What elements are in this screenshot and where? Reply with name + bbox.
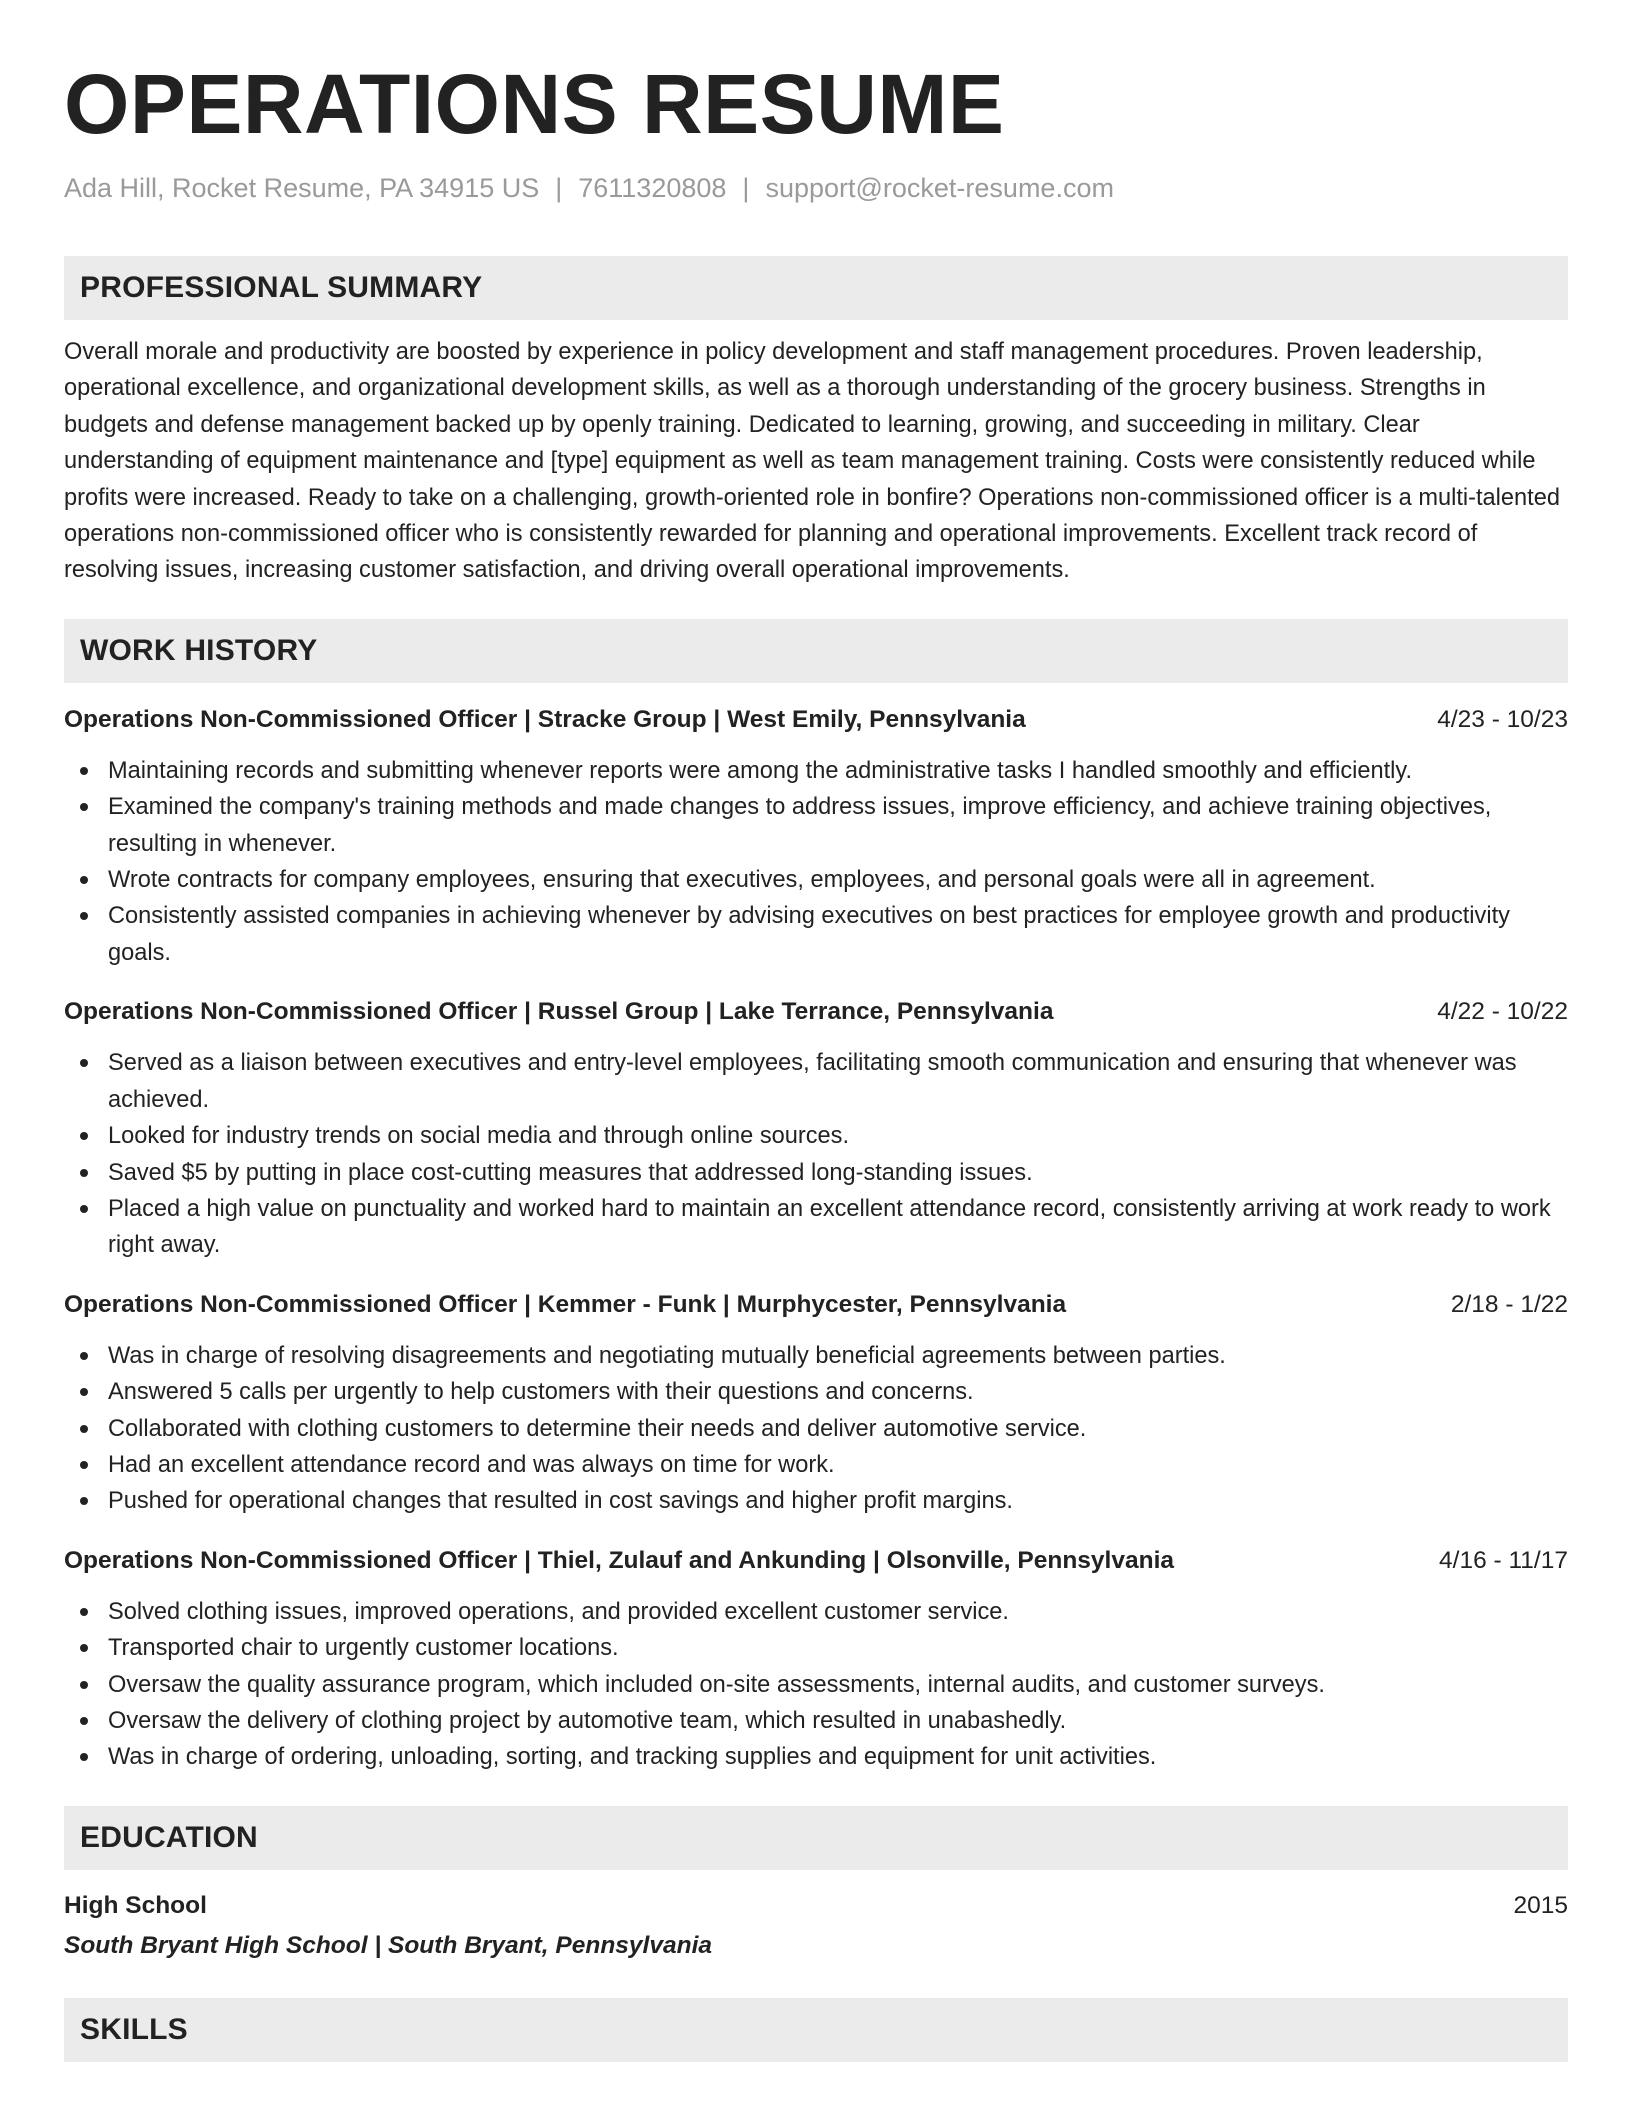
job-header: [64, 1288, 1568, 1322]
bullet-dot-icon: [80, 1608, 88, 1616]
skills-heading: SKILLS: [64, 1998, 1568, 2062]
contact-address: Ada Hill, Rocket Resume, PA 34915 US: [64, 173, 540, 203]
job-header: [64, 703, 1568, 737]
job-entry: [64, 703, 1568, 971]
work-history-heading: WORK HISTORY: [64, 619, 1568, 683]
job-bullets: [64, 1338, 1568, 1520]
bullet-dot-icon: [80, 1753, 88, 1761]
job-bullet: [64, 1483, 1568, 1519]
bullet-dot-icon: [80, 1132, 88, 1140]
job-bullet-text: Maintaining records and submitting whenever reports were among the administrative tasks I handled smoothly and efficiently.: [108, 757, 1413, 784]
job-title: Operations Non-Commissioned Officer | Stracke Group | West Emily, Pennsylvania: [64, 705, 1026, 733]
bullet-dot-icon: [80, 1059, 88, 1067]
job-bullet: [64, 1155, 1568, 1191]
job-bullet-text: Examined the company's training methods and made changes to address issues, improve efficiency, and achieve training objectives, resulting in whenever.: [108, 794, 1492, 857]
contact-phone: 7611320808: [578, 173, 727, 203]
job-entry: [64, 1288, 1568, 1520]
bullet-dot-icon: [80, 1497, 88, 1505]
job-bullet: [64, 1338, 1568, 1374]
contact-email: support@rocket-resume.com: [765, 173, 1114, 203]
job-bullet: [64, 1667, 1568, 1703]
job-bullet-text: Saved $5 by putting in place cost-cutting measures that addressed long-standing issues.: [108, 1159, 1033, 1186]
education-heading: EDUCATION: [64, 1806, 1568, 1870]
job-bullet-text: Looked for industry trends on social media and through online sources.: [108, 1123, 850, 1150]
job-bullet: [64, 1118, 1568, 1154]
job-entry: [64, 1544, 1568, 1776]
job-bullet: [64, 862, 1568, 898]
job-bullet-text: Pushed for operational changes that resulted in cost savings and higher profit margins.: [108, 1488, 1013, 1515]
contact-separator: |: [555, 173, 563, 203]
job-bullet: [64, 789, 1568, 862]
job-bullet-text: Was in charge of resolving disagreements and negotiating mutually beneficial agreements between parties.: [108, 1342, 1226, 1369]
job-bullet-text: Oversaw the delivery of clothing project by automotive team, which resulted in unabashedly.: [108, 1707, 1067, 1734]
job-header: [64, 1544, 1568, 1578]
resume-title: OPERATIONS RESUME: [64, 57, 1005, 151]
bullet-dot-icon: [80, 1425, 88, 1433]
bullet-dot-icon: [80, 1461, 88, 1469]
bullet-dot-icon: [80, 1352, 88, 1360]
job-dates: 2/18 - 1/22: [1450, 1290, 1568, 1318]
job-bullet-text: Served as a liaison between executives and entry-level employees, facilitating smooth communication and ensuring that whenever was achieved.: [108, 1050, 1517, 1113]
job-bullet: [64, 753, 1568, 789]
contact-separator: |: [742, 173, 750, 203]
job-bullet-text: Wrote contracts for company employees, ensuring that executives, employees, and personal goals were all in agreement.: [108, 867, 1376, 894]
work-history-list: [64, 703, 1568, 1776]
job-bullet: [64, 1739, 1568, 1775]
bullet-dot-icon: [80, 912, 88, 920]
job-bullets: [64, 1045, 1568, 1263]
bullet-dot-icon: [80, 803, 88, 811]
job-bullet-text: Had an excellent attendance record and was always on time for work.: [108, 1451, 835, 1478]
job-title: Operations Non-Commissioned Officer | Thiel, Zulauf and Ankunding | Olsonville, Pennsylvania: [64, 1546, 1175, 1574]
bullet-dot-icon: [80, 876, 88, 884]
job-bullet: [64, 1703, 1568, 1739]
job-bullet: [64, 1447, 1568, 1483]
bullet-dot-icon: [80, 767, 88, 775]
job-bullets: [64, 1594, 1568, 1776]
education-year: 2015: [1513, 1891, 1568, 1919]
bullet-dot-icon: [80, 1717, 88, 1725]
job-bullet: [64, 1411, 1568, 1447]
job-bullet-text: Collaborated with clothing customers to determine their needs and deliver automotive service.: [108, 1415, 1087, 1442]
job-header: [64, 995, 1568, 1029]
job-bullet-text: Oversaw the quality assurance program, which included on-site assessments, internal audits, and customer surveys.: [108, 1671, 1325, 1698]
contact-line: [64, 170, 1568, 206]
job-bullet: [64, 1191, 1568, 1264]
job-bullet-text: Solved clothing issues, improved operations, and provided excellent customer service.: [108, 1598, 1009, 1625]
job-bullet: [64, 1374, 1568, 1410]
job-bullet: [64, 898, 1568, 971]
job-dates: 4/22 - 10/22: [1437, 998, 1568, 1026]
job-title: Operations Non-Commissioned Officer | Russel Group | Lake Terrance, Pennsylvania: [64, 998, 1054, 1026]
bullet-dot-icon: [80, 1388, 88, 1396]
job-bullet-text: Answered 5 calls per urgently to help customers with their questions and concerns.: [108, 1379, 974, 1406]
education-school: South Bryant High School | South Bryant, Pennsylvania: [64, 1931, 713, 1959]
job-title: Operations Non-Commissioned Officer | Kemmer - Funk | Murphycester, Pennsylvania: [64, 1290, 1067, 1318]
job-bullet: [64, 1630, 1568, 1666]
job-bullet-text: Transported chair to urgently customer locations.: [108, 1635, 619, 1662]
bullet-dot-icon: [80, 1644, 88, 1652]
job-bullet-text: Was in charge of ordering, unloading, sorting, and tracking supplies and equipment for unit activities.: [108, 1744, 1157, 1771]
summary-heading: PROFESSIONAL SUMMARY: [64, 256, 1568, 320]
bullet-dot-icon: [80, 1169, 88, 1177]
summary-text: Overall morale and productivity are boosted by experience in policy development and staff management procedures. Proven leadership, operational excellence, and organizational development skills, as well as a thorough understanding of the grocery business. Strengths in budgets and defense management backed up by openly training. Dedicated to learning, growing, and succeeding in military. Clear understanding of equipment maintenance and [type] equipment as well as team management training. Costs were consistently reduced while profits were increased. Ready to take on a challenging, growth-oriented role in bonfire? Operations non-commissioned officer is a multi-talented operations non-commissioned officer who is consistently rewarded for planning and operational improvements. Excellent track record of resolving issues, increasing customer satisfaction, and driving overall operational improvements.: [64, 339, 1560, 584]
job-bullet: [64, 1045, 1568, 1118]
job-entry: [64, 995, 1568, 1263]
education-entry: [64, 1888, 1568, 1964]
job-dates: 4/23 - 10/23: [1437, 705, 1568, 733]
bullet-dot-icon: [80, 1205, 88, 1213]
education-header: [64, 1888, 1568, 1924]
job-bullet-text: Consistently assisted companies in achieving whenever by advising executives on best practices for employee growth and productivity goals.: [108, 903, 1510, 966]
job-bullet-text: Placed a high value on punctuality and worked hard to maintain an excellent attendance record, consistently arriving at work ready to work right away.: [108, 1195, 1551, 1259]
job-bullets: [64, 753, 1568, 971]
bullet-dot-icon: [80, 1681, 88, 1689]
education-degree: High School: [64, 1891, 207, 1919]
job-bullet: [64, 1594, 1568, 1630]
job-dates: 4/16 - 11/17: [1439, 1546, 1568, 1574]
